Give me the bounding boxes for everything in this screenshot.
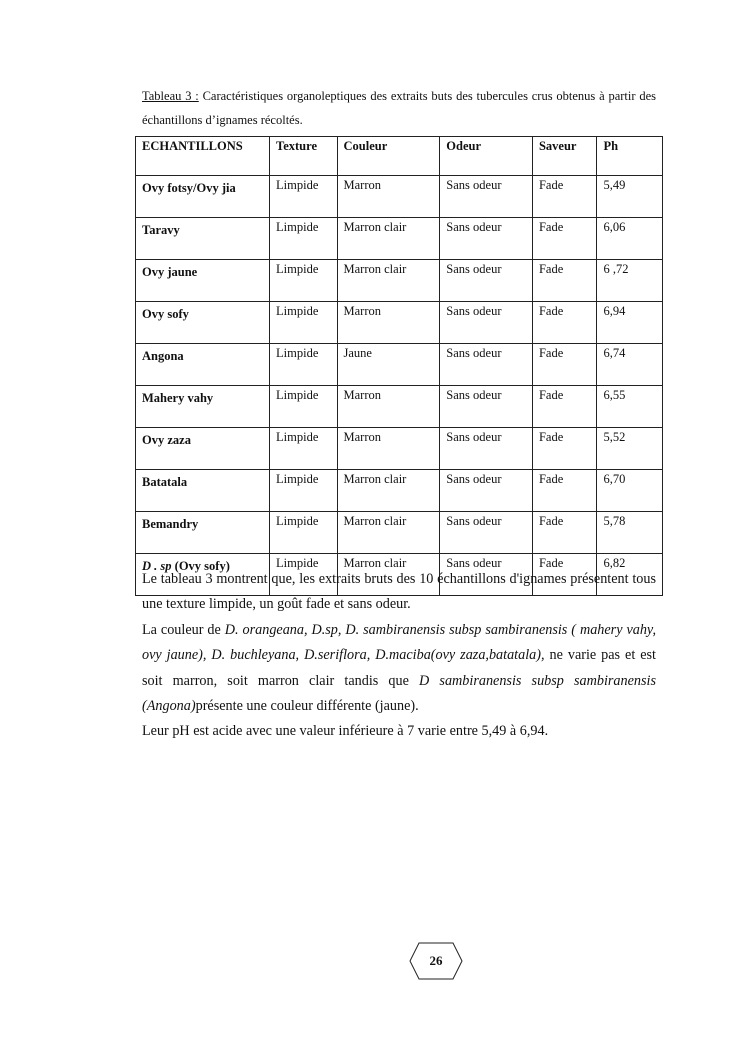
cell-sample: Taravy xyxy=(136,218,270,260)
table-header-row xyxy=(136,137,663,176)
table-row xyxy=(136,470,663,512)
cell-texture: Limpide xyxy=(270,260,338,302)
header-saveur: Saveur xyxy=(532,137,596,176)
cell-sample: Ovy jaune xyxy=(136,260,270,302)
cell-texture: Limpide xyxy=(270,554,338,596)
header-echantillons: ECHANTILLONS xyxy=(136,137,270,176)
cell-sample: Ovy zaza xyxy=(136,428,270,470)
cell-ph: 6,82 xyxy=(597,554,663,596)
cell-odeur: Sans odeur xyxy=(440,512,533,554)
cell-texture: Limpide xyxy=(270,344,338,386)
cell-couleur: Marron xyxy=(337,428,440,470)
table-caption-text: Caractéristiques organoleptiques des extraits buts des tubercules crus obtenus à partir des échantillons d’ignames récoltés. xyxy=(142,89,657,127)
cell-saveur: Fade xyxy=(532,302,596,344)
cell-saveur: Fade xyxy=(532,260,596,302)
paragraph-color-species: D sambiranensis subsp sambiranensis (Angona) xyxy=(142,672,656,715)
organoleptic-table xyxy=(135,136,663,596)
header-ph: Ph xyxy=(597,137,663,176)
cell-ph: 6,06 xyxy=(597,218,663,260)
paragraph-color xyxy=(142,618,656,720)
cell-couleur: Jaune xyxy=(337,344,440,386)
cell-odeur: Sans odeur xyxy=(440,386,533,428)
cell-saveur: Fade xyxy=(532,554,596,596)
cell-ph: 6,74 xyxy=(597,344,663,386)
table-row xyxy=(136,302,663,344)
cell-texture: Limpide xyxy=(270,302,338,344)
header-texture: Texture xyxy=(270,137,338,176)
table-row xyxy=(136,386,663,428)
page-number-badge xyxy=(409,942,463,980)
cell-saveur: Fade xyxy=(532,428,596,470)
table-caption-label: Tableau 3 : xyxy=(142,89,199,103)
paragraph-ph: Leur pH est acide avec une valeur inférieure à 7 varie entre 5,49 à 6,94. xyxy=(142,723,549,740)
table-row xyxy=(136,260,663,302)
paragraph-summary: Le tableau 3 montrent que, les extraits bruts des 10 échantillons d'ignames présentent tous une texture limpide, un goût fade et sans odeur. xyxy=(142,571,656,613)
paragraph-color-part: ne varie pas et est soit marron, soit marron clair tandis que xyxy=(142,647,657,689)
cell-odeur: Sans odeur xyxy=(440,428,533,470)
cell-ph: 6,55 xyxy=(597,386,663,428)
cell-ph: 5,49 xyxy=(597,176,663,218)
cell-texture: Limpide xyxy=(270,470,338,512)
cell-odeur: Sans odeur xyxy=(440,260,533,302)
page-number: 26 xyxy=(429,953,443,968)
cell-texture: Limpide xyxy=(270,428,338,470)
table-row xyxy=(136,344,663,386)
cell-ph: 6,70 xyxy=(597,470,663,512)
cell-sample: Ovy sofy xyxy=(136,302,270,344)
cell-sample: Mahery vahy xyxy=(136,386,270,428)
cell-odeur: Sans odeur xyxy=(440,470,533,512)
cell-ph: 5,78 xyxy=(597,512,663,554)
table-row xyxy=(136,512,663,554)
cell-couleur: Marron xyxy=(337,176,440,218)
paragraph-color-part: La couleur de xyxy=(142,621,225,638)
cell-texture: Limpide xyxy=(270,218,338,260)
cell-sample: Ovy fotsy/Ovy jia xyxy=(136,176,270,218)
cell-sample: Bemandry xyxy=(136,512,270,554)
cell-saveur: Fade xyxy=(532,218,596,260)
cell-saveur: Fade xyxy=(532,470,596,512)
cell-saveur: Fade xyxy=(532,176,596,218)
cell-couleur: Marron clair xyxy=(337,512,440,554)
cell-odeur: Sans odeur xyxy=(440,176,533,218)
cell-sample-italic: D . sp xyxy=(142,559,172,573)
cell-odeur: Sans odeur xyxy=(440,344,533,386)
table-body xyxy=(136,176,663,596)
cell-texture: Limpide xyxy=(270,176,338,218)
cell-odeur: Sans odeur xyxy=(440,554,533,596)
cell-couleur: Marron xyxy=(337,302,440,344)
cell-sample-rest: (Ovy sofy) xyxy=(171,559,230,573)
table-row xyxy=(136,218,663,260)
header-couleur: Couleur xyxy=(337,137,440,176)
cell-couleur: Marron clair xyxy=(337,218,440,260)
cell-couleur: Marron xyxy=(337,386,440,428)
table-row xyxy=(136,176,663,218)
cell-odeur: Sans odeur xyxy=(440,218,533,260)
cell-saveur: Fade xyxy=(532,344,596,386)
cell-ph: 5,52 xyxy=(597,428,663,470)
cell-couleur: Marron clair xyxy=(337,470,440,512)
table-row xyxy=(136,428,663,470)
paragraph-color-part: présente une couleur différente (jaune). xyxy=(195,698,419,715)
header-odeur: Odeur xyxy=(440,137,533,176)
cell-saveur: Fade xyxy=(532,512,596,554)
cell-ph: 6,94 xyxy=(597,302,663,344)
cell-ph: 6 ,72 xyxy=(597,260,663,302)
table-caption xyxy=(142,84,656,132)
cell-texture: Limpide xyxy=(270,386,338,428)
cell-sample: Angona xyxy=(136,344,270,386)
cell-sample: Batatala xyxy=(136,470,270,512)
paragraph-color-species: D. orangeana, D.sp, D. sambiranensis subsp sambiranensis ( mahery vahy, ovy jaune), D. buchleyana, D.seriflora, D.maciba(ovy zaza,batatala), xyxy=(142,621,656,664)
body-text xyxy=(142,567,656,745)
cell-odeur: Sans odeur xyxy=(440,302,533,344)
cell-texture: Limpide xyxy=(270,512,338,554)
cell-saveur: Fade xyxy=(532,386,596,428)
cell-couleur: Marron clair xyxy=(337,260,440,302)
cell-couleur: Marron clair xyxy=(337,554,440,596)
